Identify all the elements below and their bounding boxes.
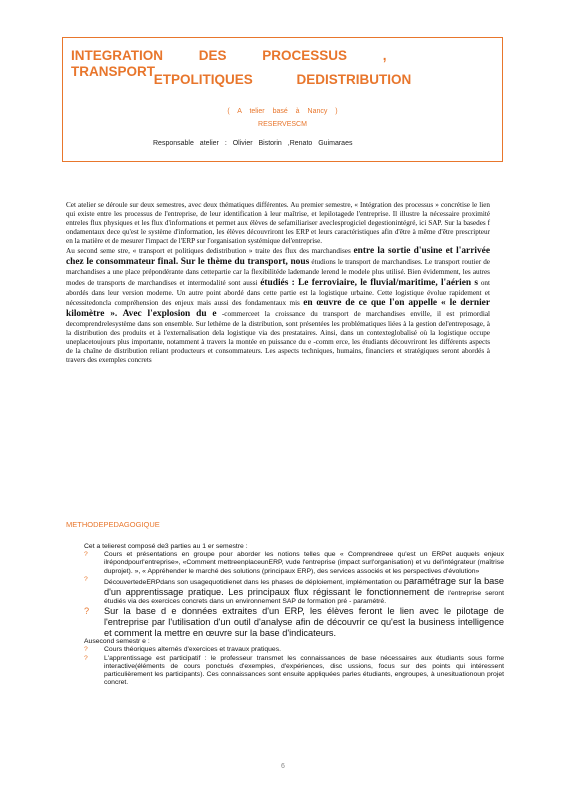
p2-start: Au second seme stre, « transport et politiques dedistribution » traite des flux des marchandises: [66, 247, 351, 256]
semester1-list: [84, 551, 504, 638]
p2-bold-1: entre la sortie d'usine et l'arrivée chez le consommateur final. Sur le thème du transport, nous: [66, 246, 490, 268]
bullet-icon: ?: [84, 646, 88, 654]
list-item: ? Sur la base d e données extraites d'un ERP, les élèves feront le lien avec le pilotage de l'entreprise par l'utilisation d'un outil d'analyse afin de découvrir ce qu'est la business intelligence et comment la mettre en œuvre sur la base d'indicateurs.: [84, 606, 504, 638]
responsables-line: Responsable atelier : Olivier Bistorin ,Renato Guimaraes: [153, 140, 353, 147]
method-section: [84, 543, 504, 687]
title-line-2: ETPOLITIQUES DEDISTRIBUTION: [153, 72, 412, 87]
bullet-icon: ?: [84, 551, 88, 559]
title-box: [62, 37, 503, 162]
reserve-label: RESERVESCM: [258, 121, 307, 128]
subtitle: ( A telier basé à Nancy ): [227, 108, 338, 115]
semester2-intro: Ausecond semestr e :: [84, 638, 150, 646]
intro-paragraph-2: [66, 246, 490, 365]
bullet-icon: ?: [84, 575, 88, 583]
p2-mid-2: ont abordés dans leur version moderne. Un autre point abordé dans cette partie est la logistique urbaine. Cette logistique évolue rapidement et nécessitedoncla compréhension des enjeux mais aussi des fondamentaux mis: [66, 278, 490, 307]
p2-bold-2: étudiés : Le ferroviaire, le fluvial/maritime, l'aérien s: [260, 277, 479, 288]
semester2-list: [84, 646, 504, 687]
bullet-icon: ?: [84, 606, 90, 617]
p2-mid: étudions le transport de marchandises. Le transport routier de marchandises a une place prépondérante dans cettepartie car la flexibilitéde lademande lerend le modele plus utilisé. Bien évidemment, les autres modes de transports de marchandises et intermodalité sont aussi: [66, 258, 490, 287]
bullet-icon: ?: [84, 654, 88, 662]
p2-end: -commerceet la croissance du transport de marchandises enville, il est primordial decomprendrelesystème dans son ensemble. Sur lethème de la distribution, sont présentées les problématiques liées à la gestion del'entreposage, à la distribution des produits et à l'externalisation dela logistique via des prestataires. Ainsi, dans un contexteglobalisé où la logistique occupe uneplacetoujours plus importante, notamment à travers la montée en puissance du e -comm erce, les étudiants découvriront les différents aspects de la chaîne de distribution reliant producteurs et consommateurs. Les aspects techniques, humains, financiers et stratégiques seront abordés à travers des exemples concrets: [66, 309, 491, 365]
p2-bold-3: en œuvre de ce que l'on appelle « le dernier kilomètre ». Avec l'explosion du e: [66, 297, 491, 319]
page-number: 6: [281, 763, 285, 770]
method-intro: Cet a telierest composé de3 parties au 1 er semestre :: [84, 543, 248, 550]
title-line-1: INTEGRATION DES PROCESSUS , TRANSPORT: [71, 48, 387, 79]
section-title: METHODEPEDAGOGIQUE: [66, 520, 160, 529]
intro-text: [66, 201, 490, 365]
intro-paragraph-1: Cet atelier se déroule sur deux semestres, avec deux thématiques différentes. Au premier semestre, « Intégration des processus » concrétise le lien qui existe entre les processus de l'entreprise, de leur identification à leur maîtrise, et lepilotagede l'entreprise. Il illustre la nécessaire proximité entreles flux physiques et les flux d'informations et permet aux élèves de sefamiliariser aveclesprogiciel degestionintégré, ici SAP. Sur la basedes f ondamentaux dece qu'est le système d'information, les élèves découvriront les ERP et leurs caractéristiques afin d'être à même d'être prescripteur en la matière et de mesurer l'impact de l'ERP sur l'organisation systémique del'entreprise.: [66, 201, 490, 246]
list-item: ? Cours et présentations en groupe pour aborder les notions telles que « Comprendreee qu'est un ERPet auquels enjeux ilrépondpourl'entreprise», «Comment mettreenplaceunERP, vude l'entreprise (impact surl'organisation) et vu del'intégrateur (maîtrise duprojet). », « Appréhender le marché des solutions (principaux ERP), des services associés et les perspectives d'évolution»: [84, 551, 504, 575]
list-item: ? DécouvertedeERPdans son usagequotidienet dans les phases de déploiement, implémentation ou paramétrage sur la base d'un apprentissage pratique. Les principaux flux régissant le fonctionnement de l'entreprise seront étudiés via des exercices concrets dans un environnement SAP de formation pré - paramétré.: [84, 575, 505, 606]
list-item: ? Cours théoriques alternés d'exercices et travaux pratiques.: [84, 646, 281, 654]
list-item: ? L'apprentissage est participatif : le professeur transmet les connaissances de base nécessaires aux étudiants sous forme interactive(éléments de cours ponctués d'exemples, d'expériences, disc ussions, focus sur des points qui intéressent particulièrement les participants). Ces connaissances sont ensuite appliquées parles étudiants, engroupes, à unesituationoun projet concret.: [84, 654, 504, 687]
